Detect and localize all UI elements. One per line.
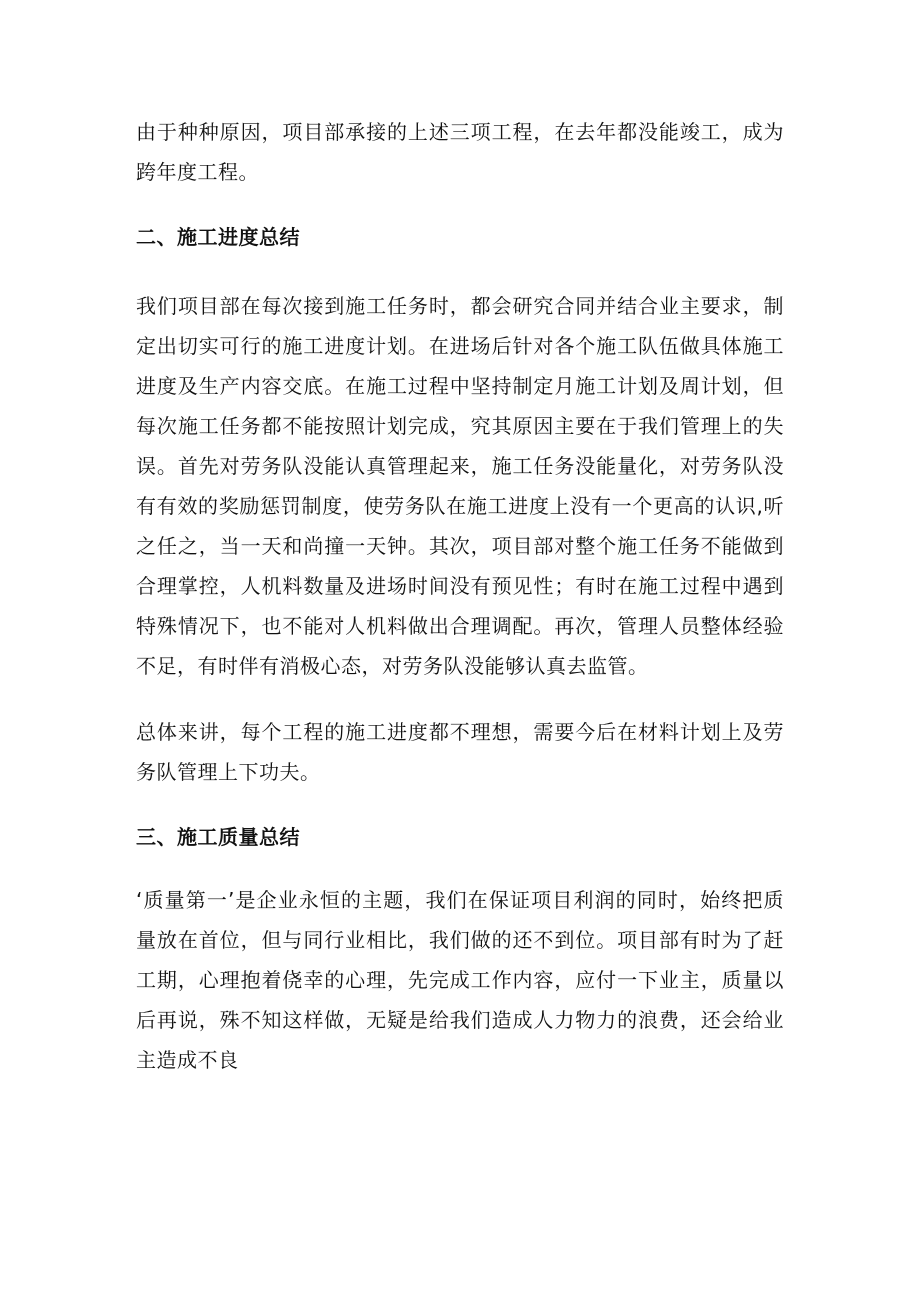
heading-progress-summary: 二、施工进度总结: [136, 225, 300, 249]
paragraph-progress-details: 我们项目部在每次接到施工任务时，都会研究合同并结合业主要求，制定出切实可行的施工进度计划。在进场后针对各个施工队伍做具体施工进度及生产内容交底。在施工过程中坚持制定月施工计划及周计划，但每次施工任务都不能按照计划完成，究其原因主要在于我们管理上的失误。首先对劳务队没能认真管理起来，施工任务没能量化，对劳务队没有有效的奖励惩罚制度，使劳务队在施工进度上没有一个更高的认识,听之任之，当一天和尚撞一天钟。其次，项目部对整个施工任务不能做到合理掌控，人机料数量及进场时间没有预见性；有时在施工过程中遇到特殊情况下，也不能对人机料做出合理调配。再次，管理人员整体经验不足，有时伴有消极心态，对劳务队没能够认真去监管。: [136, 294, 784, 678]
paragraph-quality-details: ‘质量第一’是企业永恒的主题，我们在保证项目利润的同时，始终把质量放在首位，但与同行业相比，我们做的还不到位。项目部有时为了赶工期，心理抱着侥幸的心理，先完成工作内容，应付一下业主，质量以后再说，殊不知这样做，无疑是给我们造成人力物力的浪费，还会给业主造成不良: [136, 888, 784, 1072]
heading-quality-summary: 三、施工质量总结: [136, 825, 300, 849]
paragraph-progress-conclusion: 总体来讲，每个工程的施工进度都不理想，需要今后在材料计划上及劳务队管理上下功夫。: [136, 720, 784, 784]
paragraph-cross-year-projects: 由于种种原因，项目部承接的上述三项工程，在去年都没能竣工，成为跨年度工程。: [136, 120, 784, 184]
